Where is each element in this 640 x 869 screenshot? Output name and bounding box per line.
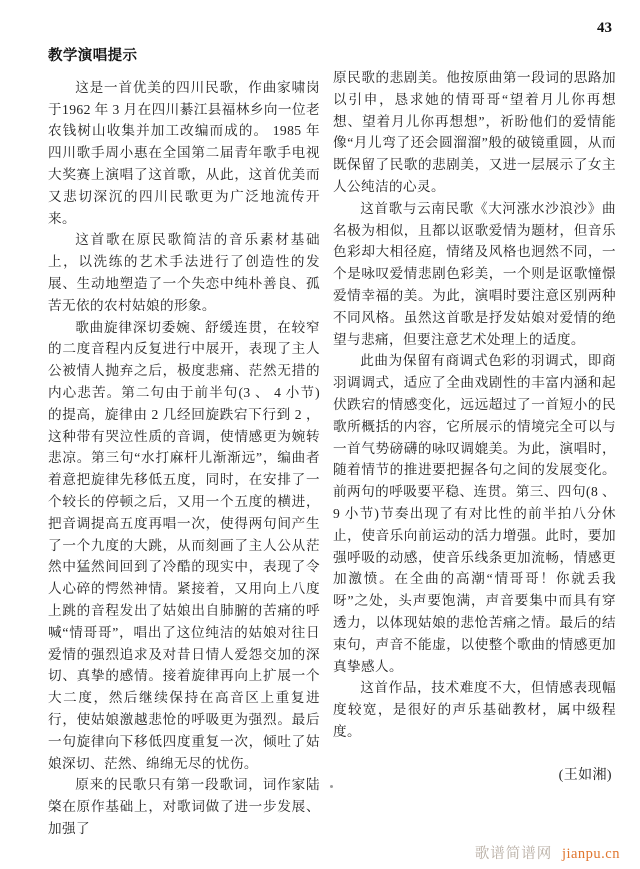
page-number: 43 [597, 20, 612, 36]
left-column [48, 46, 320, 840]
right-column [333, 46, 616, 840]
paragraph-melody-analysis: 歌曲旋律深切委婉、舒缓连贯，在较窄的二度音程内反复进行中展开，表现了主人公被情人抛弃之后，极度悲痛、茫然无措的内心悲苦。第二句由于前半句(3 、 4 小节)的提高，旋律由 2 几经回旋跌宕下行到 2 ，这种带有哭泣性质的音调，使情感更为婉转悲凉。第三句“水打麻杆儿渐渐远”，编曲者着意把旋律先移低五度，同时，在安排了一个较长的停顿之后，又用一个五度的横进，把音调提高五度再唱一次，使得两句间产生了一个九度的大跳，从而刻画了主人公从茫然中猛然间回到了冷酷的现实中，表现了令人心碎的愕然神情。紧接着，又用向上八度上跳的音程发出了姑娘出自肺腑的苦痛的呼喊“情哥哥”，唱出了这位纯洁的姑娘对往日爱情的强烈追求及对昔日情人爱怨交加的深切、真挚的感情。接着旋律再向上扩展一个大二度，然后继续保持在高音区上重复进行，使姑娘激越悲怆的呼吸更为强烈。最后一句旋律向下移低四度重复一次，倾吐了姑娘深切、茫然、绵绵无尽的忧伤。 [48, 319, 320, 771]
watermark-site-url: jianpu.cn [561, 846, 620, 862]
author-signature: (王如湘) [558, 767, 612, 783]
watermark-site-name: 歌谱简谱网 [474, 846, 553, 862]
section-heading: 教学演唱提示 [48, 48, 138, 64]
watermark [475, 842, 620, 863]
paragraph-lyrics-continued: 原民歌的悲剧美。他按原曲第一段词的思路加以引申，恳求她的情哥哥“望着月儿你再想想、望着月儿你再想想”，祈盼他们的爱情能像“月儿弯了还会圆溜溜”般的破镜重圆，从而既保留了民歌的悲剧美，又进一层展示了女主人公纯洁的心灵。 [333, 70, 616, 194]
scan-speck [330, 785, 333, 788]
text-columns [48, 46, 616, 840]
paragraph-intro: 这是一首优美的四川民歌，作曲家啸岗于1962 年 3 月在四川綦江县福林乡向一位老农钱树山收集并加工改编而成的。 1985 年四川歌手周小惠在全国第二届青年歌手电视大奖赛上演唱了这首歌，从此，这首优美而又悲切深沉的四川民歌更为广泛地流传开来。 [48, 79, 320, 226]
paragraph-comparison: 这首歌与云南民歌《大河涨水沙浪沙》曲名极为相似，且都以讴歌爱情为题材，但音乐色彩却大相径庭，情绪及风格也迥然不同，一个是咏叹爱情悲剧色彩美，一个则是讴歌憧憬爱情幸福的美。为此，演唱时要注意区别两种不同风格。虽然这首歌是抒发姑娘对爱情的绝望与悲痛，但要注意艺术处理上的适度。 [333, 200, 616, 347]
paragraph-conclusion: 这首作品，技术难度不大，但情感表现幅度较宽，是很好的声乐基础教材，属中级程度。 [333, 680, 616, 739]
paragraph-lyrics-start: 原来的民歌只有第一段歌词，词作家陆棨在原作基础上，对歌词做了进一步发展、加强了 [48, 777, 320, 836]
paragraph-development: 这首歌在原民歌简洁的音乐素材基础上，以洗练的艺术手法进行了创造性的发展、生动地塑造了一个失恋中纯朴善良、孤苦无依的农村姑娘的形象。 [48, 232, 320, 313]
paragraph-mode-and-performance: 此曲为保留有商调式色彩的羽调式，即商羽调调式，适应了全曲戏剧性的丰富内涵和起伏跌宕的情感变化，远远超过了一首短小的民歌所概括的内容，它所展示的情境完全可以与一首气势磅礴的咏叹调媲美。为此，演唱时，随着情节的推进要把握各句之间的发展变化。前两句的呼吸要平稳、连贯。第三、四句(8 、 9 小节)节奏出现了有对比性的前半拍八分休止，使音乐向前运动的活力增强。此时，要加强呼吸的动感，使音乐线条更加流畅，情感更加激愤。在全曲的高潮“情哥哥！你就丢我呀”之处，头声要饱满，声音要集中而具有穿透力，以体现姑娘的悲怆苦痛之情。最后的结束句，声音不能虚，以使整个歌曲的情感更加真挚感人。 [333, 353, 616, 674]
